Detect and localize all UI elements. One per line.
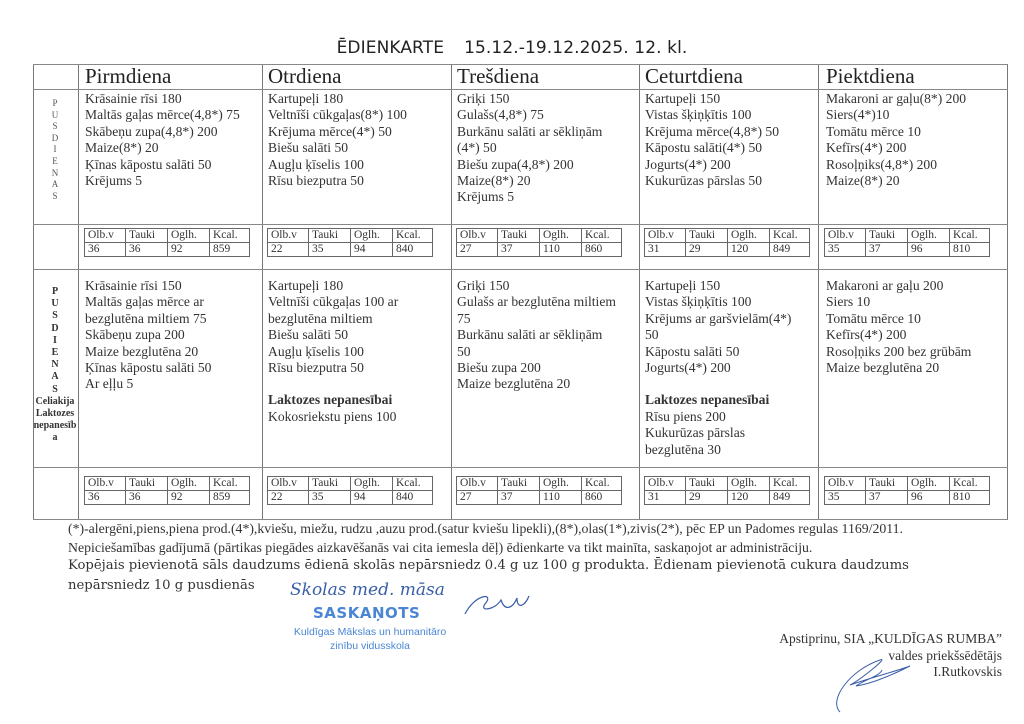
- menu-item: Jogurts(4*) 200: [645, 156, 731, 172]
- nutrition-value-cell: 859: [210, 243, 250, 257]
- column-divider: [451, 64, 452, 520]
- nutrition-value-cell: 94: [351, 243, 393, 257]
- nutrition-header-cell: Tauki: [498, 477, 540, 491]
- menu-item: bezglutēna miltiem 75: [85, 310, 207, 326]
- nutrition-value-cell: 31: [645, 491, 686, 505]
- table-border-right: [1007, 64, 1008, 520]
- lunch-menu-ceturtdiena: [645, 91, 779, 189]
- nutrition-header-cell: Olb.v: [457, 229, 498, 243]
- nutrition-value-cell: 860: [582, 491, 622, 505]
- menu-item: bezglutēna miltiem: [268, 310, 373, 326]
- label-letter: A: [51, 179, 59, 190]
- lunch-menu-pirmdiena: [85, 91, 240, 189]
- label-letter: I: [53, 334, 57, 346]
- menu-item: Krējums 5: [457, 189, 515, 205]
- menu-item: Makaroni ar gaļu(8*) 200: [826, 91, 967, 106]
- row-divider: [33, 89, 1008, 90]
- nutrition-header-cell: Oglh.: [351, 229, 393, 243]
- special-diet-menu-ceturtdiena: [645, 278, 791, 458]
- nutrition-value-cell: 849: [770, 243, 810, 257]
- column-divider: [262, 64, 263, 520]
- menu-item: Kartupeļi 150: [645, 278, 721, 293]
- lunch-menu-otrdiena: [268, 91, 407, 189]
- nutrition-header-cell: Olb.v: [457, 477, 498, 491]
- menu-item: Maize bezglutēna 20: [85, 343, 199, 359]
- nutrition-header-row: [268, 229, 433, 243]
- menu-item: Kartupeļi 180: [268, 91, 344, 106]
- nutrition-value-cell: 22: [268, 491, 309, 505]
- nutrition-value-row: [85, 491, 250, 505]
- section-label-special-diet: [33, 286, 77, 445]
- menu-item: Skābeņu zupa(4,8*) 200: [85, 123, 218, 139]
- column-divider: [78, 64, 79, 520]
- nutrition-header-cell: Oglh.: [728, 477, 770, 491]
- menu-item: Maize(8*) 20: [457, 173, 531, 189]
- director-signature-icon: [820, 640, 920, 715]
- nutrition-value-cell: 96: [908, 491, 950, 505]
- nutrition-value-cell: 860: [582, 243, 622, 257]
- row-divider: [33, 467, 1008, 468]
- special-diet-menu-pirmdiena: [85, 278, 211, 393]
- nutrition-value-cell: 859: [210, 491, 250, 505]
- menu-item: Kokosriekstu piens 100: [268, 408, 397, 424]
- nutrition-value-row: [457, 243, 622, 257]
- nutrition-header-cell: Olb.v: [645, 229, 686, 243]
- nutrition-value-cell: 29: [686, 491, 728, 505]
- sugar-note: nepārsniedz 10 g pusdienās: [68, 578, 255, 593]
- lunch-menu-trešdiena: [457, 91, 602, 206]
- menu-item: Krējums 5: [85, 173, 143, 189]
- nutrition-header-cell: Kcal.: [210, 477, 250, 491]
- nutrition-header-row: [825, 477, 990, 491]
- menu-item: Rīsu piens 200: [645, 408, 726, 424]
- menu-item: Griķi 150: [457, 278, 510, 293]
- nutrition-header-cell: Kcal.: [950, 229, 990, 243]
- menu-item: Kukurūzas pārslas 50: [645, 173, 763, 189]
- nutrition-value-cell: 840: [393, 243, 433, 257]
- lactose-intolerance-heading: Laktozes nepanesībai: [268, 392, 393, 408]
- nutrition-value-row: [825, 491, 990, 505]
- row-divider: [33, 224, 1008, 225]
- menu-item: Biešu zupa 200: [457, 360, 541, 376]
- label-letter: A: [51, 371, 59, 383]
- day-header-monday: Pirmdiena: [85, 64, 172, 88]
- menu-item: Kukurūzas pārslas: [645, 425, 746, 441]
- nutrition-header-cell: Olb.v: [645, 477, 686, 491]
- nutrition-header-row: [457, 477, 622, 491]
- label-letter: S: [52, 310, 58, 322]
- nutrition-value-cell: 36: [85, 243, 126, 257]
- menu-item: Vistas šķiņķītis 100: [645, 107, 752, 123]
- nutrition-table: [456, 476, 622, 505]
- menu-item: Biešu salāti 50: [268, 140, 349, 156]
- menu-item: Gulašs ar bezglutēna miltiem: [457, 294, 616, 310]
- menu-item: Ķīnas kāpostu salāti 50: [85, 360, 212, 376]
- menu-item: Kāpostu salāti 50: [645, 343, 740, 359]
- special-diet-menu-trešdiena: [457, 278, 616, 393]
- nutrition-header-cell: Olb.v: [825, 477, 866, 491]
- menu-item: Burkānu salāti ar sēkliņām: [457, 123, 603, 139]
- menu-item: Gulašs(4,8*) 75: [457, 107, 544, 123]
- menu-item: Vistas šķiņķītis 100: [645, 294, 752, 310]
- nutrition-value-cell: 37: [498, 491, 540, 505]
- menu-item: 50: [457, 343, 471, 359]
- nutrition-header-cell: Oglh.: [168, 477, 210, 491]
- nutrition-header-cell: Oglh.: [908, 477, 950, 491]
- nutrition-value-cell: 849: [770, 491, 810, 505]
- nutrition-header-row: [268, 477, 433, 491]
- label-letter: D: [51, 322, 59, 334]
- menu-item: Jogurts(4*) 200: [645, 360, 731, 376]
- nutrition-header-row: [645, 477, 810, 491]
- menu-item: Rīsu biezputra 50: [268, 360, 364, 376]
- nutrition-value-cell: 94: [351, 491, 393, 505]
- day-header-friday: Piektdiena: [826, 64, 915, 88]
- menu-item: Rosoļņiks(4,8*) 200: [826, 156, 938, 172]
- menu-item: Rosoļņiks 200 bez grūbām: [826, 343, 972, 359]
- nutrition-table: [267, 476, 433, 505]
- nutrition-value-cell: 37: [866, 243, 908, 257]
- menu-item: Maltās gaļas mērce(4,8*) 75: [85, 107, 240, 123]
- nutrition-header-cell: Olb.v: [268, 477, 309, 491]
- nutrition-value-cell: 120: [728, 243, 770, 257]
- approval-line-title: valdes priekšsēdētājs: [888, 648, 1002, 663]
- nutrition-header-cell: Olb.v: [85, 229, 126, 243]
- nutrition-value-cell: 35: [309, 491, 351, 505]
- nutrition-header-cell: Tauki: [126, 477, 168, 491]
- menu-item: Krējuma mērce(4,8*) 50: [645, 123, 779, 139]
- day-header-wednesday: Trešdiena: [457, 64, 540, 88]
- menu-item: Krējums ar garšvielām(4*): [645, 310, 792, 326]
- menu-item: Kefīrs(4*) 200: [826, 327, 907, 343]
- menu-item: Krāsainie rīsi 150: [85, 278, 182, 293]
- menu-item: Krējuma mērce(4*) 50: [268, 123, 392, 139]
- approval-line-name: I.Rutkovskis: [933, 664, 1002, 679]
- nutrition-value-cell: 22: [268, 243, 309, 257]
- nutrition-value-row: [645, 491, 810, 505]
- nutrition-value-cell: 120: [728, 491, 770, 505]
- menu-item: Kartupeļi 150: [645, 91, 721, 106]
- label-letter: E: [51, 347, 59, 359]
- nutrition-value-row: [85, 243, 250, 257]
- nutrition-header-cell: Kcal.: [950, 477, 990, 491]
- nutrition-value-cell: 96: [908, 243, 950, 257]
- nutrition-header-cell: Olb.v: [85, 477, 126, 491]
- approval-line-company: Apstiprinu, SIA „KULDĪGAS RUMBA”: [779, 631, 1002, 646]
- label-letter: D: [51, 132, 59, 143]
- nutrition-header-cell: Oglh.: [728, 229, 770, 243]
- label-letter: P: [52, 98, 58, 108]
- label-extra: a: [52, 432, 58, 444]
- column-divider: [639, 64, 640, 520]
- menu-item: Kartupeļi 180: [268, 278, 344, 293]
- menu-item: Veltnīši cūkgaļas(8*) 100: [268, 107, 407, 123]
- stamp-school-line2: zinību vidusskola: [330, 640, 410, 652]
- nutrition-value-cell: 92: [168, 491, 210, 505]
- menu-item: Burkānu salāti ar sēkliņām: [457, 327, 603, 343]
- change-note: Nepiciešamības gadījumā (pārtikas piegādes aizkavēšanās vai cita iemesla dēļ) ēdienkarte va tikt mainīta, saskaņojot ar administrāciju.: [68, 540, 813, 555]
- nutrition-header-cell: Oglh.: [540, 229, 582, 243]
- menu-item: Skābeņu zupa 200: [85, 327, 185, 343]
- menu-item: Maize bezglutēna 20: [826, 360, 940, 376]
- menu-item: 75: [457, 310, 471, 326]
- nutrition-table: [824, 476, 990, 505]
- menu-item: Ķīnas kāpostu salāti 50: [85, 156, 212, 172]
- label-letter: S: [52, 190, 58, 201]
- label-letter: S: [52, 121, 58, 132]
- nutrition-header-row: [85, 477, 250, 491]
- nutrition-table: [824, 228, 990, 257]
- nutrition-value-cell: 810: [950, 491, 990, 505]
- label-letter: N: [51, 359, 59, 371]
- nutrition-header-row: [645, 229, 810, 243]
- nutrition-header-cell: Tauki: [126, 229, 168, 243]
- menu-table: [33, 64, 1008, 520]
- menu-item: Maize(8*) 20: [85, 140, 159, 156]
- day-header-tuesday: Otrdiena: [268, 64, 342, 88]
- nutrition-header-cell: Olb.v: [825, 229, 866, 243]
- label-letter: N: [51, 167, 59, 178]
- salt-note: Kopējais pievienotā sāls daudzums ēdienā skolās nepārsniedz 0.4 g uz 100 g produkta. Ēdienam pievienotā cukura daudzums: [68, 558, 909, 573]
- menu-item: Maltās gaļas mērce ar: [85, 294, 204, 310]
- nutrition-header-cell: Tauki: [686, 229, 728, 243]
- row-divider: [33, 269, 1008, 270]
- lactose-intolerance-heading: Laktozes nepanesībai: [645, 392, 770, 408]
- nutrition-header-cell: Olb.v: [268, 229, 309, 243]
- label-letter: P: [51, 286, 59, 297]
- nutrition-table: [456, 228, 622, 257]
- day-header-thursday: Ceturtdiena: [645, 64, 743, 88]
- menu-item: Kāpostu salāti(4*) 50: [645, 140, 763, 156]
- label-extra: Laktozes: [35, 408, 75, 420]
- special-diet-menu-piektdiena: [826, 278, 971, 376]
- title-text: ĒDIENKARTE: [336, 38, 445, 58]
- section-label-lunch: [33, 98, 77, 202]
- column-divider: [818, 64, 819, 520]
- nutrition-header-cell: Tauki: [686, 477, 728, 491]
- nutrition-header-cell: Tauki: [866, 229, 908, 243]
- lunch-menu-piektdiena: [826, 91, 966, 189]
- nutrition-value-cell: 110: [540, 243, 582, 257]
- menu-item: Siers 10: [826, 294, 871, 310]
- nutrition-value-cell: 27: [457, 491, 498, 505]
- stamp-school-line1: Kuldīgas Mākslas un humanitāro: [293, 626, 447, 638]
- menu-item: Tomātu mērce 10: [826, 310, 921, 326]
- menu-item: bezglutēna 30: [645, 441, 721, 457]
- nutrition-value-cell: 36: [126, 243, 168, 257]
- menu-item: Rīsu biezputra 50: [268, 173, 364, 189]
- nutrition-header-row: [85, 229, 250, 243]
- menu-item: Augļu ķīselis 100: [268, 156, 364, 172]
- nutrition-value-cell: 810: [950, 243, 990, 257]
- nutrition-value-cell: 35: [825, 491, 866, 505]
- nutrition-value-cell: 31: [645, 243, 686, 257]
- menu-item: Krāsainie rīsi 180: [85, 91, 182, 106]
- nutrition-header-cell: Oglh.: [351, 477, 393, 491]
- nutrition-value-row: [645, 243, 810, 257]
- nutrition-table: [644, 476, 810, 505]
- nutrition-value-row: [825, 243, 990, 257]
- menu-item: Tomātu mērce 10: [826, 123, 921, 139]
- nutrition-value-cell: 29: [686, 243, 728, 257]
- nutrition-header-cell: Tauki: [309, 477, 351, 491]
- menu-item: Maize bezglutēna 20: [457, 376, 571, 392]
- menu-item: Kefīrs(4*) 200: [826, 140, 907, 156]
- nutrition-value-row: [268, 243, 433, 257]
- nutrition-header-cell: Tauki: [309, 229, 351, 243]
- nutrition-header-cell: Oglh.: [168, 229, 210, 243]
- approval-stamp-title: SASKAŅOTS: [313, 604, 421, 622]
- nutrition-value-row: [268, 491, 433, 505]
- document-title: [0, 38, 1024, 58]
- nutrition-value-cell: 36: [126, 491, 168, 505]
- menu-item: Griķi 150: [457, 91, 510, 106]
- label-letter: E: [52, 155, 58, 166]
- menu-item: Biešu salāti 50: [268, 327, 349, 343]
- nutrition-header-cell: Kcal.: [393, 229, 433, 243]
- nutrition-header-cell: Kcal.: [582, 477, 622, 491]
- special-diet-menu-otrdiena: [268, 278, 398, 425]
- table-border-bottom: [33, 519, 1008, 520]
- menu-item: Maize(8*) 20: [826, 173, 900, 189]
- nutrition-header-cell: Kcal.: [210, 229, 250, 243]
- nutrition-value-cell: 37: [498, 243, 540, 257]
- menu-item: Ar eļļu 5: [85, 376, 134, 392]
- menu-item: Augļu ķīselis 100: [268, 343, 364, 359]
- nutrition-header-cell: Kcal.: [770, 229, 810, 243]
- nutrition-value-cell: 35: [309, 243, 351, 257]
- nutrition-table: [644, 228, 810, 257]
- label-extra: Celiakija: [35, 395, 75, 407]
- nutrition-value-cell: 35: [825, 243, 866, 257]
- menu-item: Siers(4*)10: [826, 107, 890, 123]
- nutrition-value-cell: 27: [457, 243, 498, 257]
- nutrition-table: [267, 228, 433, 257]
- nutrition-header-cell: Kcal.: [393, 477, 433, 491]
- nutrition-value-cell: 110: [540, 491, 582, 505]
- nutrition-header-cell: Kcal.: [770, 477, 810, 491]
- nutrition-header-row: [825, 229, 990, 243]
- handwritten-nurse-note: Skolas med. māsa: [290, 580, 445, 600]
- menu-item: Makaroni ar gaļu 200: [826, 278, 944, 293]
- nurse-signature-icon: [455, 590, 535, 624]
- label-letter: U: [51, 298, 59, 310]
- nutrition-value-cell: 92: [168, 243, 210, 257]
- nutrition-value-row: [457, 491, 622, 505]
- menu-item: (4*) 50: [457, 140, 497, 156]
- nutrition-table: [84, 228, 250, 257]
- nutrition-header-cell: Oglh.: [540, 477, 582, 491]
- nutrition-value-cell: 36: [85, 491, 126, 505]
- nutrition-header-cell: Oglh.: [908, 229, 950, 243]
- nutrition-header-cell: Tauki: [866, 477, 908, 491]
- label-extra: nepanesīb: [33, 420, 77, 432]
- nutrition-header-row: [457, 229, 622, 243]
- label-letter: U: [51, 109, 59, 120]
- label-letter: I: [53, 144, 57, 155]
- nutrition-value-cell: 840: [393, 491, 433, 505]
- menu-item: Biešu zupa(4,8*) 200: [457, 156, 574, 172]
- label-letter: S: [52, 383, 58, 395]
- allergen-note: (*)-alergēni,piens,piena prod.(4*),kviešu, miežu, rudzu ,auzu prod.(satur kviešu lipekli),(8*),olas(1*),zivis(2*), pēc EP un Padomes regulas 1169/2011.: [68, 521, 904, 536]
- menu-item: Veltnīši cūkgaļas 100 ar: [268, 294, 399, 310]
- menu-item: 50: [645, 327, 659, 343]
- nutrition-header-cell: Tauki: [498, 229, 540, 243]
- nutrition-value-cell: 37: [866, 491, 908, 505]
- nutrition-table: [84, 476, 250, 505]
- nutrition-header-cell: Kcal.: [582, 229, 622, 243]
- title-period: 15.12.-19.12.2025. 12. kl.: [464, 38, 688, 58]
